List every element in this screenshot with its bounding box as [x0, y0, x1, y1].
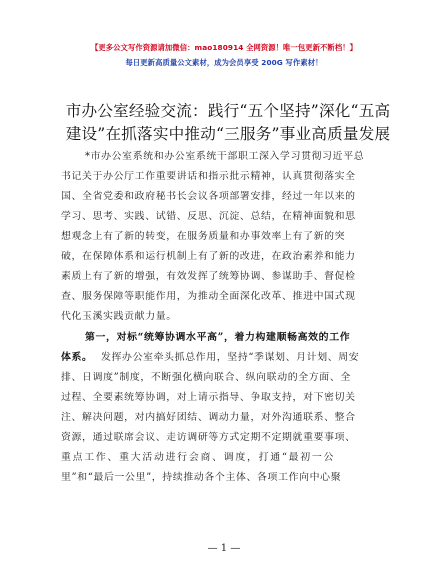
body-line: 排、日调度”制度，不断强化横向联合、纵向联动的全方面、全	[61, 372, 351, 383]
body-line: *市办公室系统和办公室系统干部职工深入学习贯彻习近平总	[85, 151, 365, 162]
body-line: 学习、思考、实践、试错、反思、沉淀、总结，在精神面貌和思	[61, 211, 356, 222]
section-heading-line-2: 体系。	[61, 352, 93, 363]
promo-banner-line-2: 每日更新高质量公文素材，成为会员享受 200G 写作素材！	[125, 58, 323, 67]
body-line: 书记关于办公厅工作重要讲话和指示批示精神，认真贯彻落实全	[61, 171, 356, 182]
body-line: 重点工作、重大活动进行会商、调度，打通“最初一公	[61, 452, 336, 463]
body-line: 想观念上有了新的转变，在服务质量和办事效率上有了新的突	[61, 231, 346, 242]
body-line: 发挥办公室牵头抓总作用，坚持“季谋划、月计划、周安	[101, 352, 360, 363]
body-line: 资源，通过联席会议、走访调研等方式定期不定期就重要事项、	[61, 432, 356, 443]
body-line: 过程、全要素统筹协调，对上请示指导、争取支持，对下密切关	[61, 392, 356, 403]
page-number: — 1 —	[207, 543, 241, 554]
body-line: 代化玉溪实践贡献力量。	[61, 311, 177, 322]
body-line: 国、全省党委和政府秘书长会议各项部署安排，经过一年以来的	[61, 191, 356, 202]
body-line: 素质上有了新的增强，有效发挥了统筹协调、参谋助手、督促检	[61, 271, 356, 282]
body-line: 注、解决问题，对内搞好团结、调动力量，对外沟通联系、整合	[61, 412, 356, 423]
document-title-line-1: 市办公室经验交流：践行“五个坚持”深化“五高	[65, 102, 391, 120]
body-line: 里”和“最后一公里”，持续推动各个主体、各项工作向中心聚	[61, 472, 342, 483]
document-title-line-2: 建设”在抓落实中推动“三服务”事业高质量发展	[65, 125, 391, 143]
promo-banner-line-1: 【更多公文写作资源请加微信：mao180914 全网资源！唯一包更新不断档！】	[90, 43, 358, 52]
body-line: 破，在保障体系和运行机制上有了新的改进，在政治素养和能力	[61, 251, 356, 262]
section-heading-line-1: 第一，对标“统筹协调水平高”，着力构建顺畅高效的工作	[85, 332, 351, 343]
body-line: 查、服务保障等职能作用，为推动全面深化改革、推进中国式现	[61, 291, 356, 302]
